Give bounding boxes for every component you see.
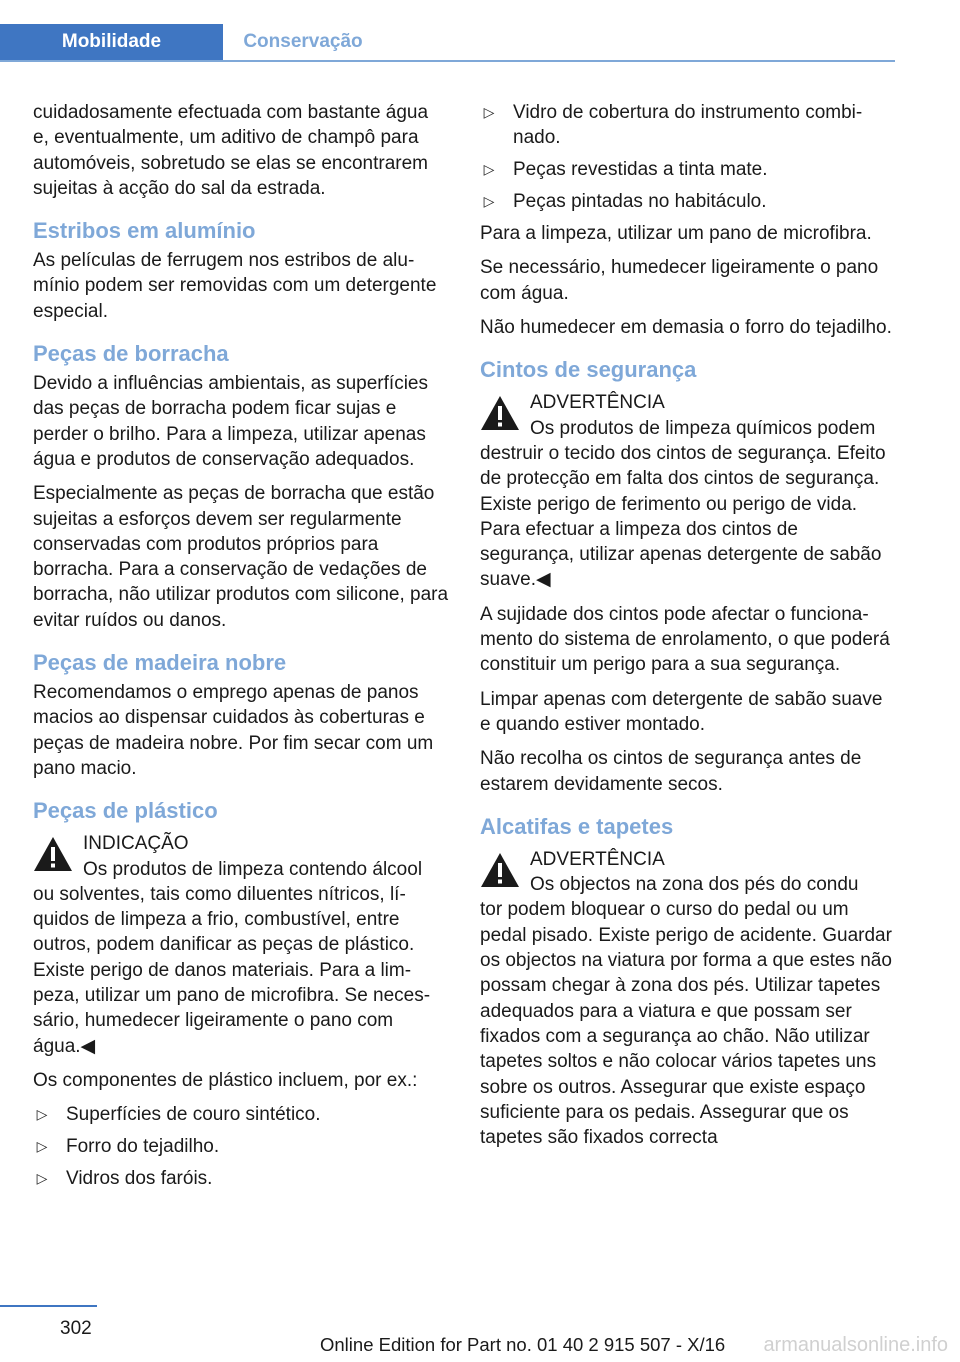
notice-body: ou solventes, tais como diluentes nítricos, líquidos de limpeza a frio, combustível, entre outros, podem danificar as peças de plástico. Existe perigo de danos materiais. Para a limpeza, utilizar um pano de microfibra. Se necessário, humedecer ligeiramente o pano com água.◀	[33, 883, 431, 1057]
triangle-right-outline-icon: ▷	[36, 1169, 48, 1186]
heading-madeira: Peças de madeira nobre	[33, 650, 287, 676]
bullet-list	[33, 1102, 449, 1191]
notice-box	[33, 831, 449, 1059]
warning-first-line: Os objectos na zona dos pés do condu	[530, 874, 859, 896]
triangle-right-outline-icon: ▷	[36, 1138, 48, 1154]
left-column	[33, 100, 449, 1198]
warning-title: ADVERTÊNCIA	[530, 392, 665, 414]
paragraph: Especialmente as peças de borracha que estão sujeitas a esforços devem ser regularmente conservadas com produtos próprios para borracha. Para a conservação de vedações de borracha, não utilizar produtos com silicone, para evitar ruídos ou danos.	[33, 483, 449, 631]
paragraph: Limpar apenas com detergente de sabão suave e quando estiver montado.	[480, 688, 883, 735]
heading-borracha: Peças de borracha	[33, 341, 229, 367]
paragraph: Os componentes de plástico incluem, por ex.:	[33, 1069, 418, 1091]
list-item: ▷ Superfícies de couro sintético.	[33, 1102, 449, 1127]
warning-body: destruir o tecido dos cintos de segurança. Efeito de protecção em falta dos cintos de segurança. Existe perigo de ferimento ou perigo de vida. Para efectuar a limpeza dos cintos de segurança, utilizar apenas detergente de sabão suave.◀	[480, 442, 886, 591]
warning-triangle-icon	[33, 836, 73, 872]
triangle-right-outline-icon: ▷	[36, 1106, 48, 1123]
paragraph: Não humedecer em demasia o forro do tejadilho.	[480, 317, 892, 339]
warning-body: tor podem bloquear o curso do pedal ou um pedal pisado. Existe perigo de acidente. Guardar os objectos na viatura por forma a que estes não possam chegar à zona dos pés. Utilizar tapetes adequados para a viatura e que possam ser fixados com a segurança ao chão. Não utilizar tapetes soltos e não colocar vários tapetes uns sobre os outros. Assegurar que existe espaço suficiente para os pedais. Assegurar que os tapetes são fixados correcta	[480, 899, 892, 1149]
tab-conservacao[interactable]: Conservação	[243, 31, 363, 52]
paragraph: Devido a influências ambientais, as superfícies das peças de borracha podem ficar sujas e perder o brilho. Para a limpeza, utilizar apenas água e produtos de conservação adequados.	[33, 373, 428, 470]
edition-footer: Online Edition for Part no. 01 40 2 915 507 - X/16	[320, 1334, 726, 1355]
page-number: 302	[60, 1318, 92, 1339]
heading-plastico: Peças de plástico	[33, 798, 218, 824]
triangle-right-outline-icon: ▷	[483, 104, 495, 120]
warning-triangle-icon	[480, 852, 520, 888]
list-item: ▷ Forro do tejadilho.	[33, 1134, 449, 1159]
paragraph: Para a limpeza, utilizar um pano de microfibra.	[480, 223, 872, 245]
bullet-list	[480, 100, 896, 214]
right-column	[480, 100, 896, 1159]
paragraph: Recomendamos o emprego apenas de panos macios ao dispensar cuidados às coberturas e peças de madeira nobre. Por fim secar com um pano macio.	[33, 682, 434, 779]
heading-cintos: Cintos de segurança	[480, 357, 697, 383]
paragraph: As películas de ferrugem nos estribos de alumínio podem ser removidas com um detergente especial.	[33, 250, 437, 322]
triangle-right-outline-icon: ▷	[483, 161, 495, 178]
list-item: ▷ Peças pintadas no habitáculo.	[480, 189, 896, 214]
page-number-rule	[0, 1305, 97, 1307]
heading-estribos: Estribos em alumínio	[33, 218, 256, 244]
warning-first-line: Os produtos de limpeza químicos podem	[530, 417, 876, 439]
tab-mobilidade[interactable]: Mobilidade	[0, 24, 223, 60]
chapter-tabs	[0, 24, 895, 62]
heading-alcatifas: Alcatifas e tapetes	[480, 813, 674, 839]
paragraph: Se necessário, humedecer ligeiramente o pano com água.	[480, 257, 879, 304]
list-item: ▷ Peças revestidas a tinta mate.	[480, 157, 896, 182]
paragraph: A sujidade dos cintos pode afectar o funcionamento do sistema de enrolamento, o que poderá constituir um perigo para a sua segurança.	[480, 603, 890, 676]
intro-paragraph: cuidadosamente efectuada com bastante água e, eventualmente, um aditivo de champô para automóveis, sobretudo se elas se encontrarem sujeitas à acção do sal da estrada.	[33, 102, 429, 199]
notice-title: INDICAÇÃO	[83, 833, 189, 855]
list-item: ▷ Vidros dos faróis.	[33, 1166, 449, 1191]
watermark: armanualsonline.info	[763, 1334, 948, 1356]
triangle-right-outline-icon: ▷	[483, 192, 495, 209]
warning-title: ADVERTÊNCIA	[530, 848, 665, 870]
paragraph: Não recolha os cintos de segurança antes de estarem devidamente secos.	[480, 748, 862, 795]
warning-box	[480, 847, 896, 1151]
warning-box	[480, 390, 896, 592]
notice-first-line: Os produtos de limpeza contendo álcool	[83, 858, 423, 880]
list-item: ▷ Vidro de cobertura do instrumento combinado.	[480, 100, 896, 151]
warning-triangle-icon	[480, 395, 520, 431]
